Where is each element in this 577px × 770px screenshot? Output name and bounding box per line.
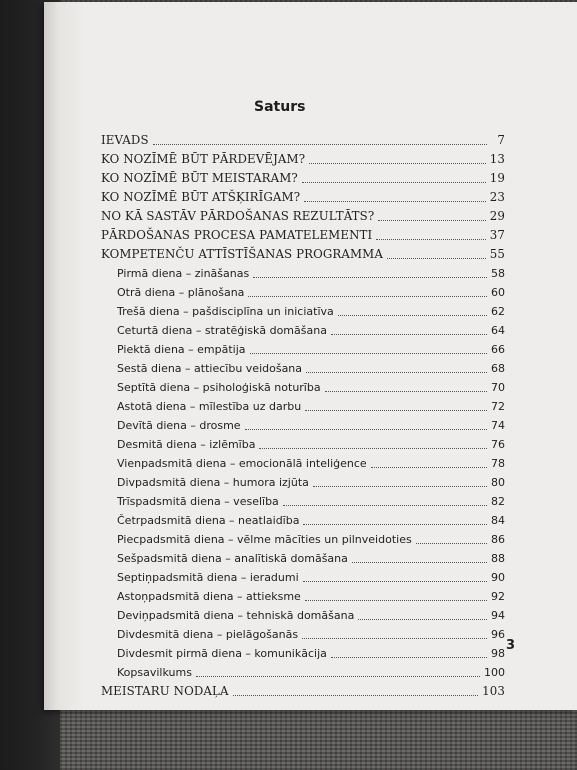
toc-entry-page: 23	[489, 190, 505, 205]
toc-entry	[101, 169, 505, 188]
toc-entry-label: Septiņpadsmitā diena – ieradumi	[117, 571, 299, 585]
toc-subentry	[101, 397, 505, 416]
toc-entry-label: PĀRDOŠANAS PROCESA PAMATELEMENTI	[101, 228, 373, 243]
toc-entry	[101, 150, 505, 169]
page-title: Saturs	[254, 99, 306, 115]
toc-subentry	[101, 644, 505, 663]
toc-entry-page: 92	[491, 590, 505, 604]
dot-leader	[325, 390, 487, 392]
toc-entry-page: 7	[497, 133, 505, 147]
toc-subentry	[101, 302, 505, 321]
toc-entry-label: KO NOZĪMĒ BŪT PĀRDEVĒJAM?	[101, 152, 306, 167]
toc-entry-page: 62	[491, 305, 505, 319]
toc-subentry	[101, 378, 505, 397]
toc-entry-label: Sestā diena – attiecību veidošana	[117, 362, 303, 376]
toc-entry	[101, 207, 505, 226]
toc-entry-page: 82	[491, 495, 505, 509]
toc-entry-label: NO KĀ SASTĀV PĀRDOŠANAS REZULTĀTS?	[101, 209, 375, 224]
dot-leader	[358, 618, 487, 620]
toc-entry-label: KO NOZĪMĒ BŪT MEISTARAM?	[101, 171, 298, 186]
toc-entry-label: Desmitā diena – izlēmība	[117, 438, 256, 452]
toc-entry	[101, 682, 505, 701]
toc-entry-label: MEISTARU NODAĻA	[101, 684, 229, 699]
toc-entry	[101, 226, 505, 245]
toc-entry-label: Sešpadsmitā diena – analītiskā domāšana	[117, 552, 348, 566]
dot-leader	[331, 333, 487, 335]
toc-entry-page: 60	[491, 286, 505, 300]
dot-leader	[304, 200, 486, 202]
page-number: 3	[506, 638, 516, 653]
toc-entry-page: 80	[491, 476, 505, 490]
toc-entry-page: 29	[489, 209, 505, 224]
dot-leader	[196, 675, 480, 677]
toc-entry-label: Piecpadsmitā diena – vēlme mācīties un pilnveidoties	[117, 533, 412, 547]
toc-entry-label: Trīspadsmitā diena – veselība	[117, 495, 279, 509]
toc-entry	[101, 131, 505, 150]
toc-entry-page: 68	[491, 362, 505, 376]
toc-subentry	[101, 340, 505, 359]
toc-entry-label: Septītā diena – psiholoģiskā noturība	[117, 381, 321, 395]
toc-entry-page: 98	[491, 647, 505, 661]
toc-entry-page: 72	[491, 400, 505, 414]
toc-subentry	[101, 511, 505, 530]
toc-subentry	[101, 492, 505, 511]
dot-leader	[376, 238, 486, 240]
dot-leader	[352, 561, 487, 563]
toc-entry-page: 19	[489, 171, 505, 186]
toc-entry-page: 64	[491, 324, 505, 338]
toc-entry-page: 84	[491, 514, 505, 528]
toc-subentry	[101, 568, 505, 587]
toc-entry-label: Piektā diena – empātija	[117, 343, 246, 357]
toc-entry-page: 103	[482, 684, 505, 699]
dot-leader	[259, 447, 487, 449]
toc-entry-page: 100	[484, 666, 505, 680]
toc-entry-label: Otrā diena – plānošana	[117, 286, 245, 300]
dot-leader	[303, 523, 487, 525]
toc-entry-label: Devītā diena – drosme	[117, 419, 241, 433]
toc-entry-label: Trešā diena – pašdisciplīna un iniciatīva	[117, 305, 334, 319]
toc-entry-page: 74	[491, 419, 505, 433]
toc-subentry	[101, 359, 505, 378]
dot-leader	[387, 257, 486, 259]
dot-leader	[331, 656, 487, 658]
toc-entry-page: 88	[491, 552, 505, 566]
dot-leader	[338, 314, 487, 316]
dot-leader	[302, 637, 487, 639]
dot-leader	[245, 428, 487, 430]
toc-subentry	[101, 283, 505, 302]
toc-entry-label: Pirmā diena – zināšanas	[117, 267, 250, 281]
dot-leader	[153, 143, 487, 145]
toc-entry-page: 58	[491, 267, 505, 281]
toc-entry	[101, 245, 505, 264]
toc-entry-label: Divpadsmitā diena – humora izjūta	[117, 476, 309, 490]
toc-subentry	[101, 625, 505, 644]
dot-leader	[233, 694, 479, 696]
dot-leader	[302, 181, 486, 183]
toc-entry-label: Divdesmitā diena – pielāgošanās	[117, 628, 299, 642]
toc-entry-label: Vienpadsmitā diena – emocionālā inteliģence	[117, 457, 367, 471]
toc-subentry	[101, 321, 505, 340]
toc-subentry	[101, 264, 505, 283]
toc-entry-label: Astotā diena – mīlestība uz darbu	[117, 400, 302, 414]
toc-entry-page: 76	[491, 438, 505, 452]
dot-leader	[371, 466, 487, 468]
dot-leader	[248, 295, 487, 297]
toc-entry-label: Astoņpadsmitā diena – attieksme	[117, 590, 301, 604]
toc-entry-page: 90	[491, 571, 505, 585]
toc-entry-page: 70	[491, 381, 505, 395]
toc-entry-label: IEVADS	[101, 133, 149, 147]
dot-leader	[313, 485, 487, 487]
toc-entry-page: 78	[491, 457, 505, 471]
toc-entry-page: 55	[489, 247, 505, 262]
toc-entry-label: KOMPETENČU ATTĪSTĪŠANAS PROGRAMMA	[101, 247, 383, 262]
toc-entry-page: 13	[489, 152, 505, 167]
toc-entry-page: 94	[491, 609, 505, 623]
toc-subentry	[101, 587, 505, 606]
dot-leader	[305, 409, 487, 411]
dot-leader	[306, 371, 487, 373]
dot-leader	[303, 580, 487, 582]
toc-subentry	[101, 549, 505, 568]
toc-entry-label: KO NOZĪMĒ BŪT ATŠĶIRĪGAM?	[101, 190, 301, 205]
toc-subentry	[101, 454, 505, 473]
toc-entry-label: Četrpadsmitā diena – neatlaidība	[117, 514, 300, 528]
toc-subentry	[101, 473, 505, 492]
toc-entry-page: 86	[491, 533, 505, 547]
dot-leader	[253, 276, 487, 278]
dot-leader	[378, 219, 486, 221]
toc-subentry	[101, 606, 505, 625]
toc-subentry	[101, 530, 505, 549]
toc-entry-page: 96	[491, 628, 505, 642]
dot-leader	[283, 504, 487, 506]
dot-leader	[309, 162, 486, 164]
toc-entry	[101, 188, 505, 207]
toc-entry-page: 66	[491, 343, 505, 357]
toc-subentry	[101, 435, 505, 454]
toc-entry-label: Ceturtā diena – stratēģiskā domāšana	[117, 324, 327, 338]
toc-entry-page: 37	[489, 228, 505, 243]
dot-leader	[250, 352, 487, 354]
toc-subentry	[101, 663, 505, 682]
toc-subentry	[101, 416, 505, 435]
table-of-contents	[101, 131, 505, 701]
dot-leader	[416, 542, 487, 544]
toc-entry-label: Divdesmit pirmā diena – komunikācija	[117, 647, 327, 661]
toc-entry-label: Kopsavilkums	[117, 666, 192, 680]
toc-entry-label: Deviņpadsmitā diena – tehniskā domāšana	[117, 609, 355, 623]
dot-leader	[305, 599, 487, 601]
